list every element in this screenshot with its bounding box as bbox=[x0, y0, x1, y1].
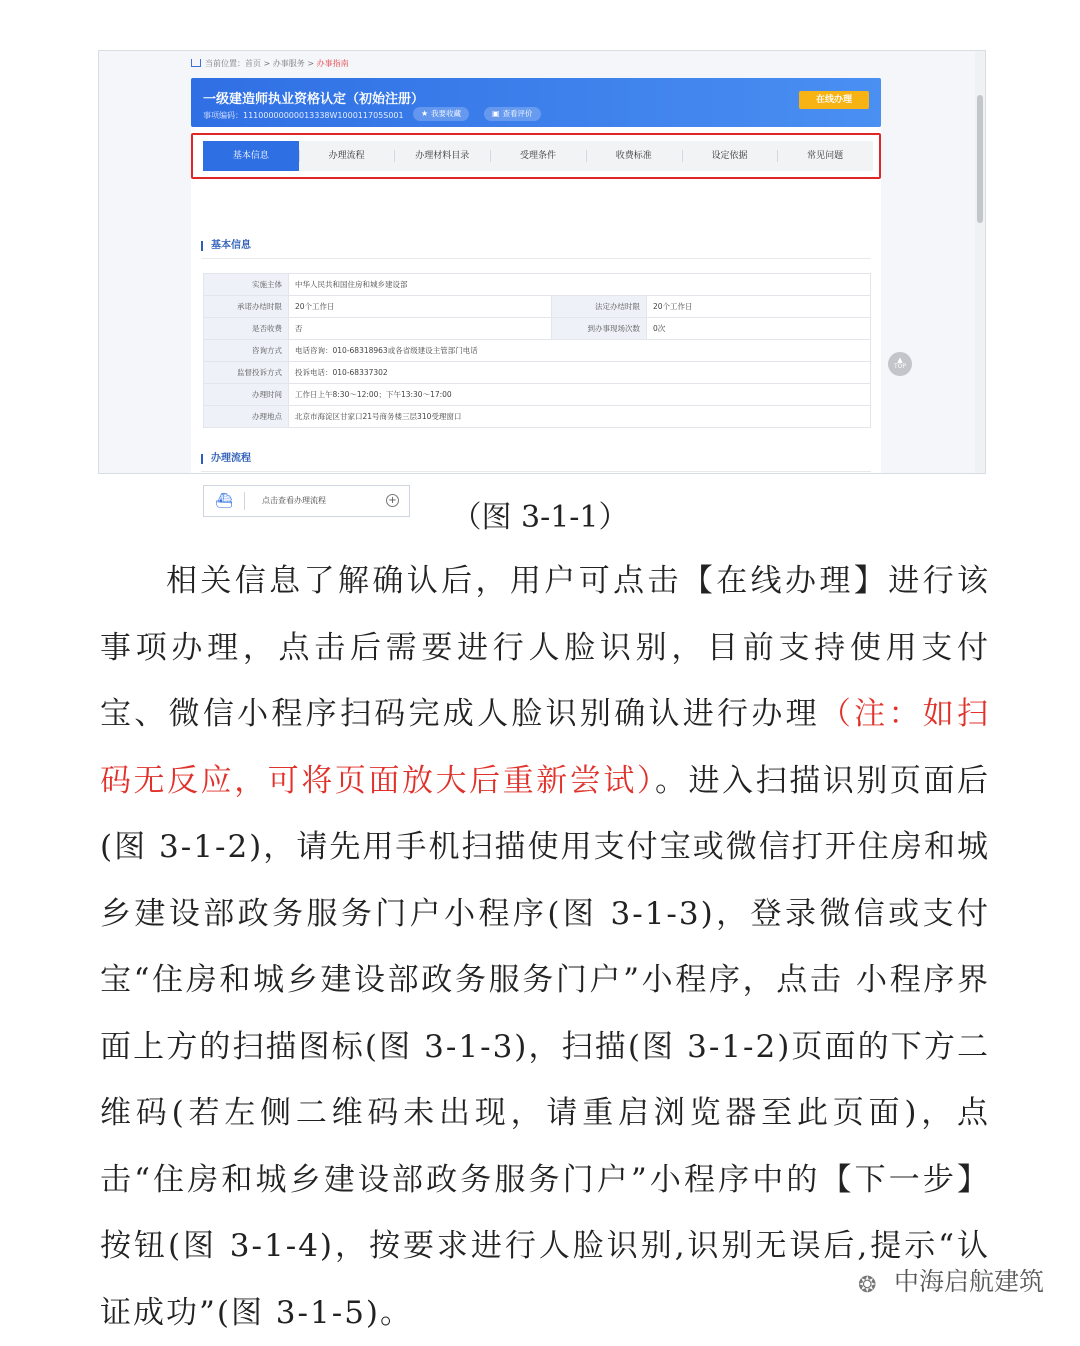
breadcrumb-current: 办事指南 bbox=[316, 59, 349, 68]
tab-process[interactable]: 办理流程 bbox=[299, 141, 395, 171]
field-label: 办理地点 bbox=[204, 406, 289, 428]
field-value: 电话咨询：010-68318963或各省级建设主管部门电话 bbox=[289, 340, 871, 362]
ship-icon: ⛴ bbox=[215, 493, 233, 509]
paragraph-text-continued: 。进入扫描识别页面后(图 3-1-2)，请先用手机扫描使用支付宝或微信打开住房和城乡建设部政务服务门户小程序(图 3-1-3)，登录微信或支付宝“住房和城乡建设部政务服务门户”小程序，点击 小程序界面上方的扫描图标(图 3-1-3)，扫描(图 3-1-2)页面的下方二维码(若左侧二维码未出现，请重启浏览器至此页面)，点击“住房和城乡建设部政务服务门户”小程序中的【下一步】按钮(图 3-1-4)，按要求进行人脸识别,识别无误后,提示“认证成功”(图 3-1-5)。 bbox=[100, 762, 991, 1331]
field-value: 否 bbox=[289, 318, 552, 340]
tab-basic-info[interactable]: 基本信息 bbox=[203, 141, 299, 171]
service-title: 一级建造师执业资格认定（初始注册） bbox=[203, 92, 425, 107]
evaluate-label: 查看评价 bbox=[502, 109, 533, 118]
tab-basis[interactable]: 设定依据 bbox=[682, 141, 778, 171]
paragraph-note: （注：如扫码无反应，可将页面放大后重新尝试） bbox=[100, 696, 991, 799]
field-value: 北京市海淀区甘家口21号商务楼三层310受理窗口 bbox=[289, 406, 871, 428]
section-divider bbox=[201, 471, 871, 472]
field-value: 中华人民共和国住房和城乡建设部 bbox=[289, 274, 871, 296]
section-title-basic: 基本信息 bbox=[201, 241, 251, 251]
section-title-flow: 办理流程 bbox=[201, 454, 251, 464]
field-value: 20个工作日 bbox=[289, 296, 552, 318]
field-value: 20个工作日 bbox=[647, 296, 871, 318]
table-row bbox=[204, 274, 871, 296]
field-label: 法定办结时限 bbox=[552, 296, 647, 318]
section-divider bbox=[201, 258, 871, 259]
body-paragraph bbox=[100, 548, 990, 1346]
service-code: 事项编码：11100000000013338W100011705S001 bbox=[203, 111, 404, 120]
table-row bbox=[204, 362, 871, 384]
figure-caption: （图 3-1-1） bbox=[451, 500, 629, 535]
tab-faq[interactable]: 常见问题 bbox=[777, 141, 873, 171]
field-label: 监督投诉方式 bbox=[204, 362, 289, 384]
back-to-top-button[interactable]: ▲ TOP bbox=[888, 352, 912, 376]
online-apply-button[interactable]: 在线办理 bbox=[799, 91, 869, 109]
scrollbar-thumb[interactable] bbox=[977, 95, 983, 223]
field-label: 咨询方式 bbox=[204, 340, 289, 362]
plus-circle-icon: + bbox=[386, 494, 399, 507]
favorite-button[interactable] bbox=[413, 107, 469, 121]
evaluate-button[interactable] bbox=[484, 107, 541, 121]
service-banner bbox=[191, 78, 881, 127]
tab-bar bbox=[203, 141, 873, 171]
field-value: 工作日上午8:30～12:00；下午13:30～17:00 bbox=[289, 384, 871, 406]
tab-fees[interactable]: 收费标准 bbox=[586, 141, 682, 171]
scrollbar[interactable] bbox=[975, 51, 985, 473]
table-row bbox=[204, 384, 871, 406]
table-row bbox=[204, 340, 871, 362]
watermark-text: 中海启航建筑 bbox=[893, 1267, 1044, 1296]
field-label: 到办事现场次数 bbox=[552, 318, 647, 340]
field-value: 0次 bbox=[647, 318, 871, 340]
watermark bbox=[858, 1262, 1044, 1298]
tab-conditions[interactable]: 受理条件 bbox=[490, 141, 586, 171]
field-label: 办理时间 bbox=[204, 384, 289, 406]
detail-panel bbox=[191, 127, 881, 509]
breadcrumb-path[interactable]: 当前位置：首页 > 办事服务 > bbox=[205, 59, 317, 68]
table-row bbox=[204, 318, 871, 340]
field-label: 承诺办结时限 bbox=[204, 296, 289, 318]
basic-info-table bbox=[203, 273, 871, 428]
favorite-label: 我要收藏 bbox=[431, 109, 462, 118]
embedded-screenshot bbox=[98, 50, 986, 509]
comment-icon: ▣ bbox=[492, 109, 500, 118]
home-icon[interactable] bbox=[191, 59, 201, 67]
table-row bbox=[204, 296, 871, 318]
wechat-icon: ❂ bbox=[857, 1273, 877, 1298]
breadcrumb bbox=[191, 58, 349, 69]
star-icon: ★ bbox=[421, 109, 429, 118]
view-process-label: 点击查看办理流程 bbox=[262, 496, 326, 505]
tab-materials[interactable]: 办理材料目录 bbox=[394, 141, 490, 171]
paragraph-text: 相关信息了解确认后，用户可点击【在线办理】进行该事项办理，点击后需要进行人脸识别，目前支持使用支付宝、微信小程序扫码完成人脸识别确认进行办理 bbox=[100, 563, 990, 732]
field-label: 实施主体 bbox=[204, 274, 289, 296]
field-value: 投诉电话：010-68337302 bbox=[289, 362, 871, 384]
field-label: 是否收费 bbox=[204, 318, 289, 340]
table-row bbox=[204, 406, 871, 428]
